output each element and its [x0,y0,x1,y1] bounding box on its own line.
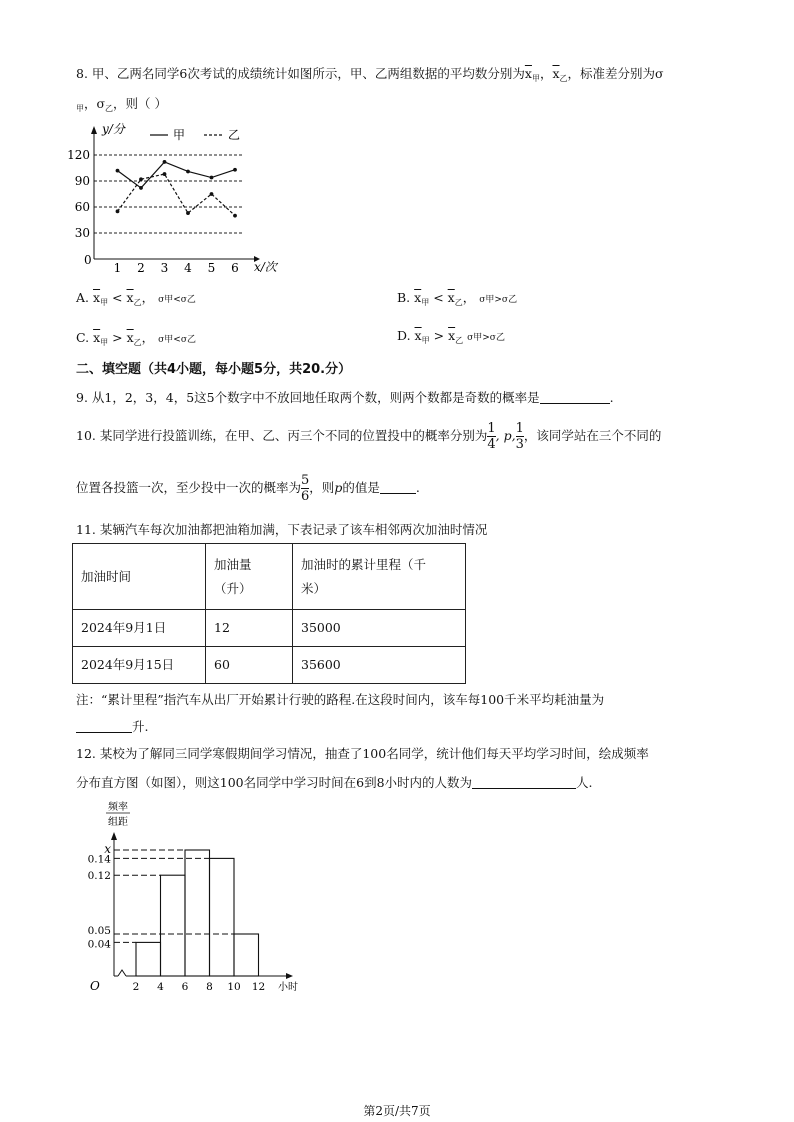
q8-stem-line2 [76,94,167,114]
separator: ， [462,290,476,305]
y-tick-label: 120 [67,148,90,162]
legend-label-jia: 甲 [173,128,186,142]
q11-note: 注：“累计里程”指汽车从出厂开始累计行驶的路程.在这段时间内，该车每100千米平均耗油量为 [76,692,605,707]
histogram-bar [161,875,186,976]
q8-text-b: ，标准差分别为σ [567,66,664,81]
section-title: 二、填空题（共4小题，每小题5分，共20.分） [76,362,352,377]
q10-mid: , p, [495,428,516,443]
q9-text: 9. 从1，2，3，4，5这5个数字中不放回地任取两个数，则两个数都是奇数的概率是 [76,390,540,405]
relation: > [112,330,123,345]
mean-symbol: $\overline{x}$ [552,66,560,81]
histogram-bar [234,934,259,976]
x-tick-label: 6 [231,261,239,275]
mean-symbol: $\overline{x}$ [448,328,456,343]
table-cell: 60 [206,647,293,684]
histogram-bar [185,850,210,976]
x-axis-label: x/次 [254,260,277,274]
study-time-histogram [70,798,310,1003]
separator: ， [141,330,155,345]
x-tick-label: 2 [137,261,145,275]
answer-blank[interactable] [472,775,576,789]
table-row [73,647,466,684]
q10-text-a: 10. 某同学进行投篮训练，在甲、乙、丙三个不同的位置投中的概率分别为 [76,428,488,443]
table-header-cell [293,544,466,610]
sigma-relation: σ甲<σ乙 [158,295,196,305]
header-line: （升） [214,580,252,596]
y-tick-label: 0.14 [87,853,111,866]
origin-label: 0 [84,253,92,267]
option-b[interactable] [397,288,517,308]
sigma-relation: σ甲>σ乙 [467,333,505,343]
series-yi-point [210,192,214,196]
series-yi-point [139,177,143,181]
y-tick-label: x [104,842,111,856]
series-jia-point [163,160,167,164]
y-axis-arrow [91,126,97,134]
table-cell: 2024年9月15日 [73,647,206,684]
series-yi-point [233,214,237,218]
mean-symbol: $\overline{x}$ [414,290,422,305]
header-line: 加油量 [214,556,252,572]
y-tick-label: 0.04 [87,938,111,951]
option-c-label: C. [76,330,90,345]
page-footer: 第2页/共7页 [363,1104,431,1118]
q8-line2-a: ，σ [84,96,106,111]
relation: < [433,290,444,305]
option-a[interactable] [76,288,196,308]
table-header-cell: 加油时间 [73,544,206,610]
relation: < [112,290,123,305]
q10-line2-a: 位置各投篮一次，至少投中一次的概率为 [76,480,302,495]
subscript-jia: 甲 [100,338,109,347]
sigma-relation: σ甲>σ乙 [479,295,518,305]
option-c[interactable] [76,328,196,348]
x-tick-label: 1 [113,261,122,275]
y-label-denominator: 组距 [108,817,128,828]
subscript-yi: 乙 [455,336,464,345]
histogram-bar [136,942,161,976]
y-tick-label: 60 [74,200,90,214]
fuel-table [72,543,466,684]
q10-end: . [415,480,420,495]
q8-line2-b: ，则（ ） [113,96,168,111]
q10-line2 [76,470,420,506]
answer-blank[interactable] [380,480,416,494]
y-tick-label: 30 [74,226,90,240]
x-tick-label: 10 [227,981,241,993]
q9-end: . [609,390,614,405]
series-yi-point [116,209,120,213]
q11-answer-line [76,717,148,735]
series-jia-point [233,168,237,172]
x-tick-label: 2 [132,981,140,993]
subscript-jia: 甲 [421,298,430,307]
fraction-1-4 [487,421,495,452]
legend-label-yi: 乙 [228,128,241,142]
frac-num: 1 [487,421,496,436]
x-tick-label: 6 [181,981,189,993]
series-yi-point [186,211,190,215]
series-yi-line [118,174,236,216]
x-tick-label: 4 [157,981,164,993]
y-label-numerator: 频率 [108,802,128,813]
q10-line2-b: ，则 [309,480,335,495]
x-tick-label: 4 [184,261,192,275]
header-line: 加油时的累计里程（千 [301,556,427,572]
frac-den: 6 [301,489,310,504]
subscript-yi: 乙 [133,298,142,307]
y-axis-label: y/分 [102,122,125,136]
series-jia-point [210,176,214,180]
header-line: 米） [301,580,327,596]
frac-num: 1 [515,421,524,436]
x-axis-label: 小时 [278,982,298,993]
axis-break-mark [118,970,126,976]
relation: > [433,328,445,343]
fraction-1-3 [516,421,524,452]
subscript-yi: 乙 [559,74,568,83]
q12-line2 [76,773,593,791]
series-jia-point [139,186,143,190]
series-jia-line [118,162,236,188]
subscript-jia: 甲 [531,74,540,83]
frac-den: 4 [487,437,496,452]
mean-symbol: $\overline{x}$ [414,328,422,343]
mean-symbol: $\overline{x}$ [524,66,532,81]
y-axis-arrow [111,832,117,840]
q11-unit: 升. [132,719,149,734]
y-tick-label: 90 [74,174,90,188]
subscript-jia: 甲 [421,336,430,345]
y-tick-label: 0.12 [87,870,111,883]
q10-line1 [76,418,661,454]
mean-symbol: $\overline{x}$ [93,330,101,345]
frac-num: 5 [301,473,310,488]
table-cell: 12 [206,610,293,647]
q11-text: 11. 某辆汽车每次加油都把油箱加满，下表记录了该车相邻两次加油时情况 [76,522,488,537]
subscript-jia: 甲 [100,298,109,307]
mean-symbol: $\overline{x}$ [447,290,455,305]
q8-text-a: 甲、乙两名同学6次考试的成绩统计如图所示，甲、乙两组数据的平均数分别为 [91,66,525,81]
x-tick-label: 5 [207,261,216,275]
q12-end: 人. [576,775,593,790]
x-tick-label: 12 [251,981,266,993]
sigma-relation: σ甲<σ乙 [158,335,196,345]
origin-label: O [90,979,100,993]
score-line-chart [67,116,300,276]
mean-symbol: $\overline{x}$ [126,290,134,305]
q10-text-b: ，该同学站在三个不同的 [523,428,662,443]
table-cell: 2024年9月1日 [73,610,206,647]
series-yi-point [163,172,167,176]
table-cell: 35000 [293,610,466,647]
q9 [76,388,614,406]
answer-blank[interactable] [540,390,610,404]
mean-symbol: $\overline{x}$ [126,330,134,345]
subscript-yi: 乙 [105,104,114,113]
separator: ， [141,290,155,305]
q10-line2-c: 的值是 [342,480,380,495]
histogram-bar [210,858,235,976]
table-header-cell [206,544,293,610]
q8-number: 8. [76,66,88,81]
option-d-label: D. [397,328,411,343]
variable-p: p [334,480,343,495]
table-cell: 35600 [293,647,466,684]
separator: ， [539,66,553,81]
series-jia-point [116,169,120,173]
option-a-label: A. [76,290,90,305]
mean-symbol: $\overline{x}$ [93,290,101,305]
table-header-row [73,544,466,610]
table-row [73,610,466,647]
subscript-jia: 甲 [76,104,84,113]
q12-line1: 12. 某校为了解同三同学寒假期间学习情况，抽查了100名同学，统计他们每天平均学习时间，绘成频率 [76,746,649,761]
x-tick-label: 3 [160,261,169,275]
option-b-label: B. [397,290,411,305]
subscript-yi: 乙 [133,338,142,347]
subscript-yi: 乙 [454,298,463,307]
frac-den: 3 [515,437,524,452]
series-jia-point [186,170,190,174]
answer-blank[interactable] [76,719,132,733]
x-tick-label: 8 [206,981,213,993]
q12-line2-text: 分布直方图（如图），则这100名同学中学习时间在6到8小时内的人数为 [76,775,473,790]
y-tick-label: 0.05 [87,925,111,937]
option-d[interactable] [397,328,505,346]
x-axis-arrow [286,973,293,979]
q8-stem-line1 [76,64,664,84]
